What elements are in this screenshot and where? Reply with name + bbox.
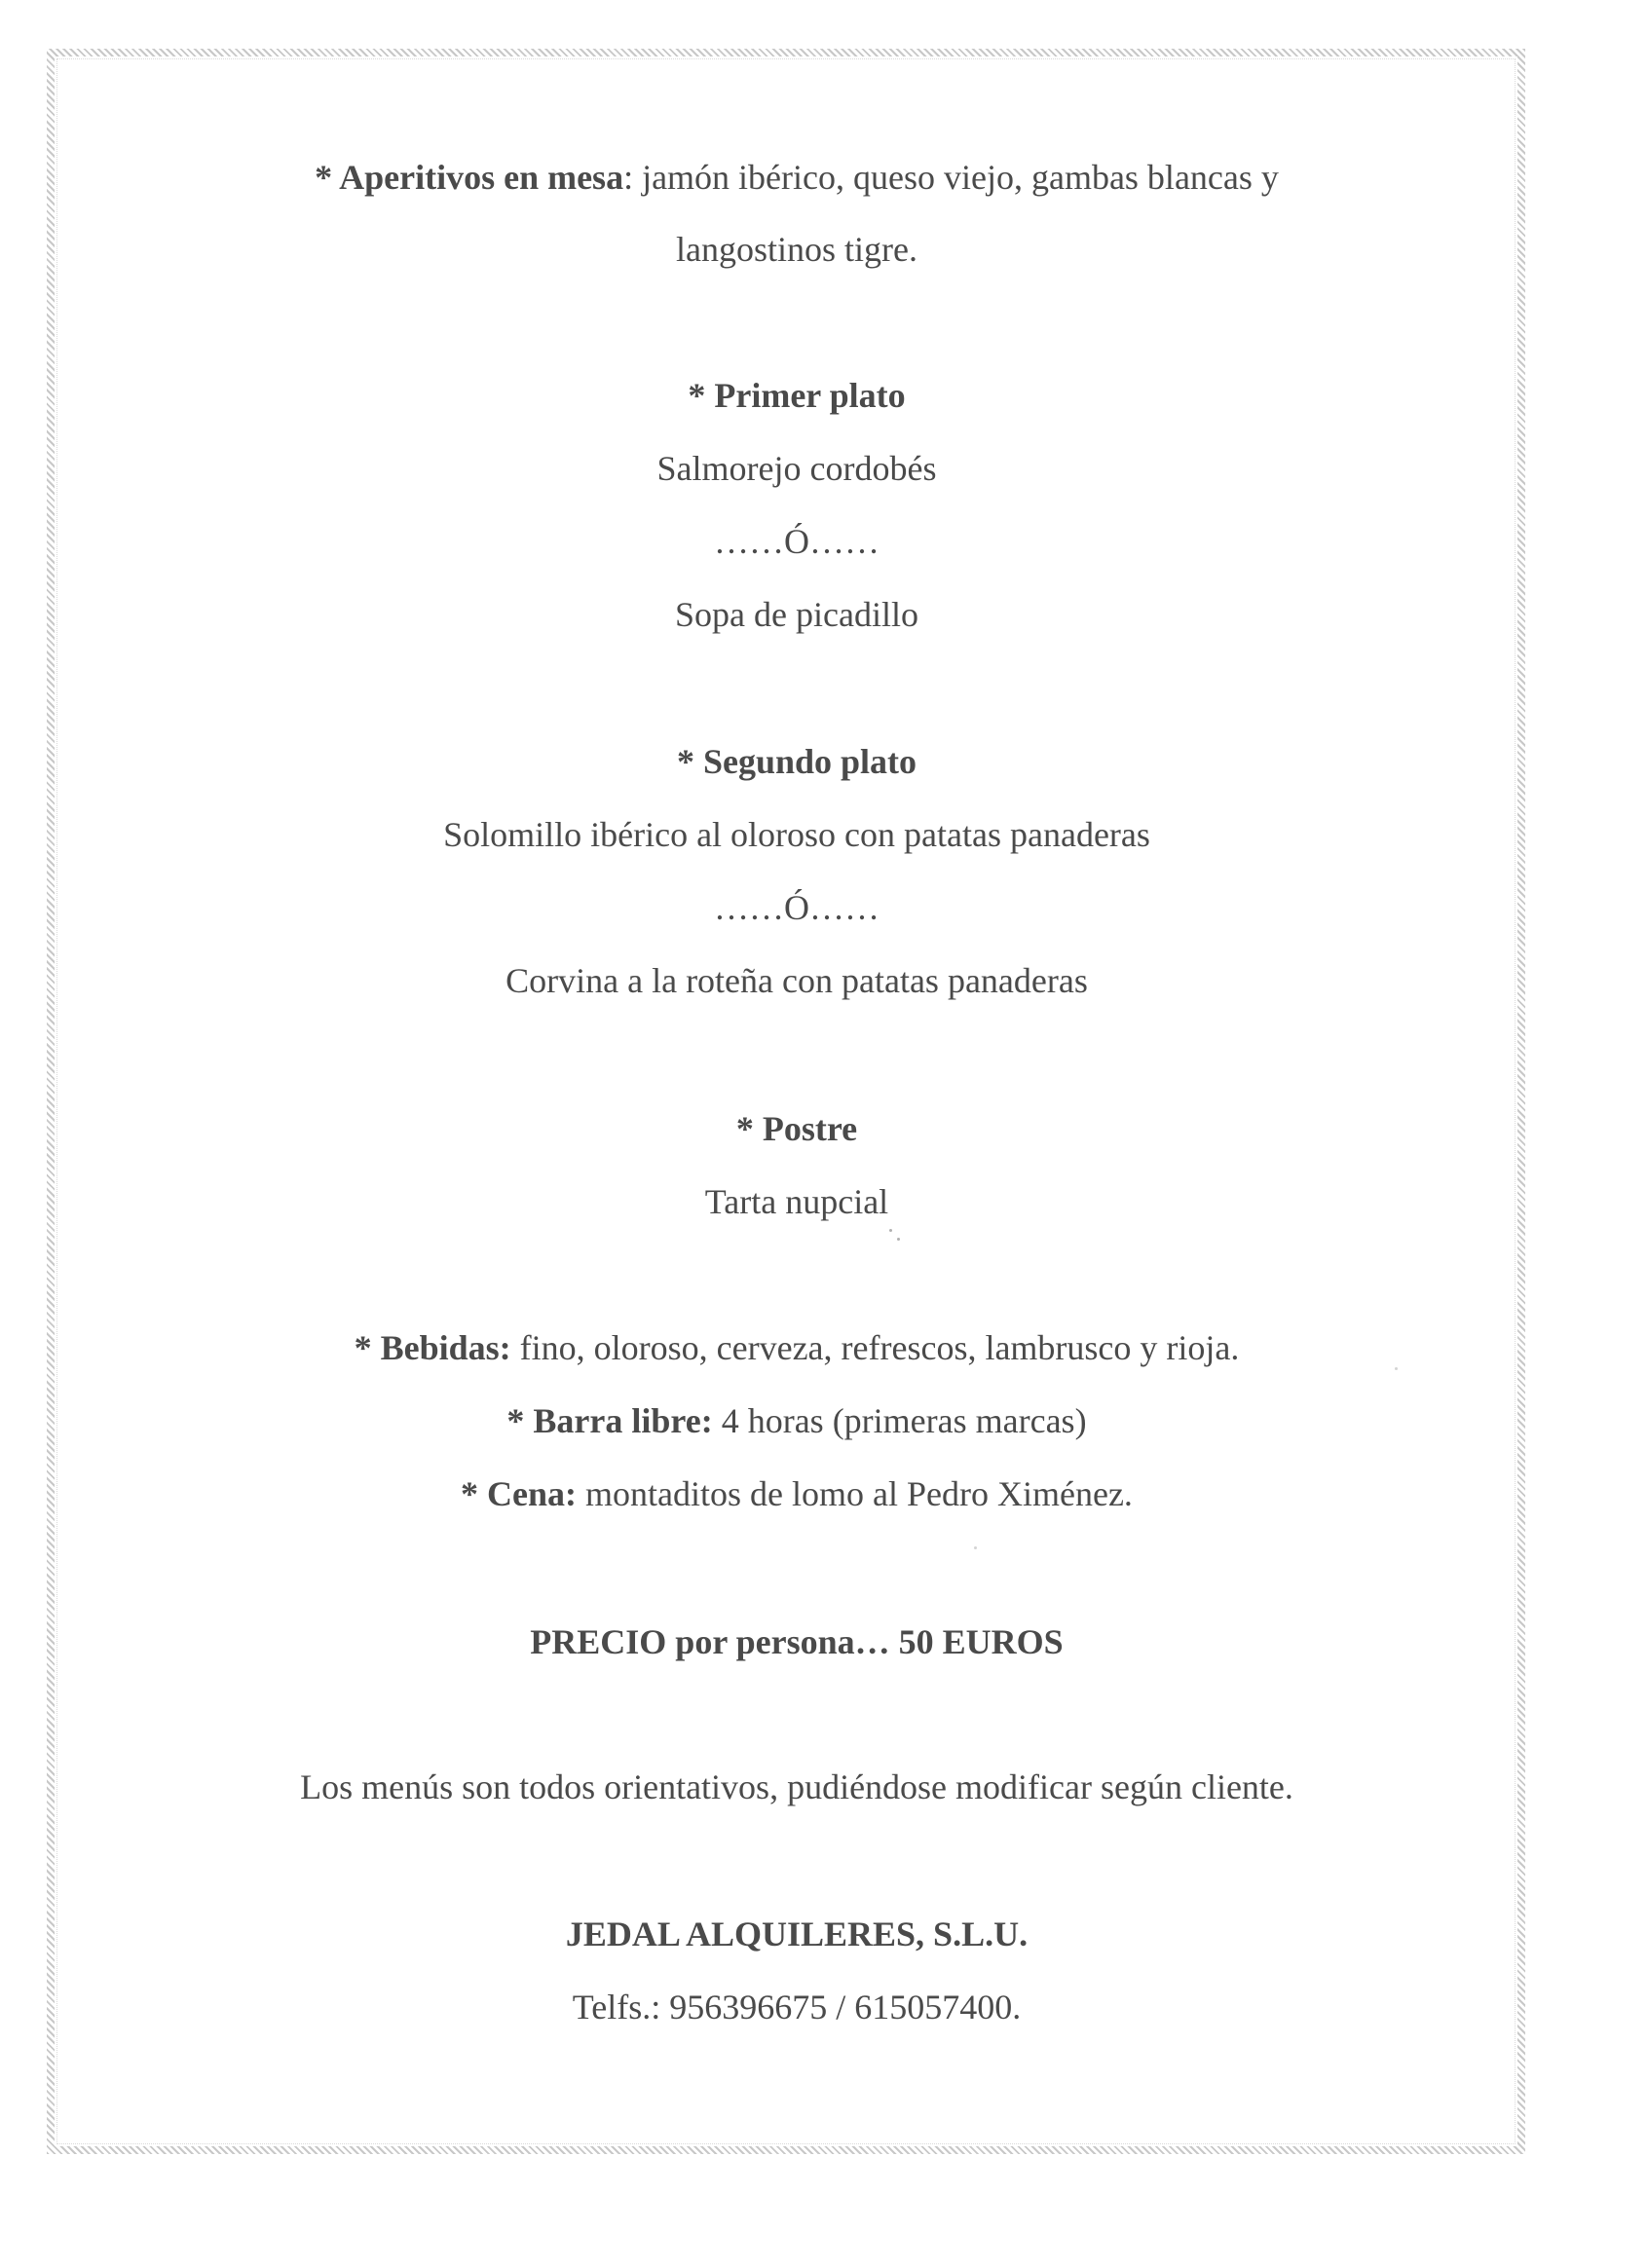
barra-libre-text: 4 horas (primeras marcas) <box>712 1401 1087 1440</box>
company-name: JEDAL ALQUILERES, S.L.U. <box>565 1915 1029 1953</box>
scan-speck <box>1395 1367 1398 1370</box>
cena-line <box>47 1472 1547 1515</box>
segundo-plato-option-2: Corvina a la roteña con patatas panaderas <box>505 961 1088 1000</box>
scan-speck <box>974 1546 977 1549</box>
scan-speck <box>897 1238 900 1241</box>
aperitivos-text: : jamón ibérico, queso viejo, gambas blancas y <box>623 158 1279 197</box>
segundo-plato-heading: * Segundo plato <box>676 742 917 781</box>
primer-plato-separator: ……Ó…… <box>714 522 880 561</box>
barra-libre-line <box>47 1399 1547 1442</box>
primer-plato-option-2: Sopa de picadillo <box>675 595 918 634</box>
primer-plato-option-1: Salmorejo cordobés <box>656 449 937 488</box>
postre-item: Tarta nupcial <box>704 1182 889 1221</box>
bebidas-line <box>47 1326 1547 1369</box>
cena-text: montaditos de lomo al Pedro Ximénez. <box>577 1474 1133 1513</box>
cena-label: * Cena: <box>461 1474 578 1513</box>
aperitivos-label: * Aperitivos en mesa <box>315 158 624 197</box>
scan-speck <box>889 1229 892 1232</box>
segundo-plato-option-1: Solomillo ibérico al oloroso con patatas panaderas <box>443 815 1150 854</box>
decorative-border-inner <box>56 58 1516 2144</box>
postre-heading: * Postre <box>735 1109 858 1148</box>
segundo-plato-separator: ……Ó…… <box>714 888 880 927</box>
aperitivos-continuation: langostinos tigre. <box>676 230 917 269</box>
nota-line: Los menús son todos orientativos, pudiéndose modificar según cliente. <box>300 1767 1293 1806</box>
bebidas-label: * Bebidas: <box>354 1328 511 1367</box>
primer-plato-heading: * Primer plato <box>688 376 906 415</box>
company-phones: Telfs.: 956396675 / 615057400. <box>572 1988 1022 2026</box>
barra-libre-label: * Barra libre: <box>506 1401 713 1440</box>
bebidas-text: fino, oloroso, cerveza, refrescos, lambrusco y rioja. <box>510 1328 1240 1367</box>
precio-line: PRECIO por persona… 50 EUROS <box>530 1622 1064 1661</box>
aperitivos-line <box>47 156 1547 199</box>
